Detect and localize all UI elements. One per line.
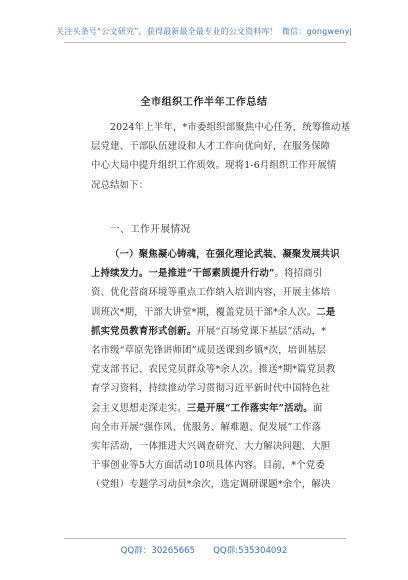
intro-line: 中心大局中提升组织工作质效。现将1-6月组织工作开展情: [91, 160, 337, 172]
footer-qq-groups: [0, 544, 408, 556]
paragraph-line: [91, 418, 353, 437]
text-run: 。将招商引: [274, 268, 323, 280]
text-run: 名市级“草原先锋讲师团”成员送课到乡镇*次，培训基层: [91, 344, 327, 356]
text-run: 干事创业等5大方面活动10项具体内容。目前，*个党委: [91, 460, 326, 472]
text-run: 育学习资料，持续推动学习贯彻习近平新时代中国特色社: [91, 383, 331, 395]
document-title: 全市组织工作半年工作总结: [140, 97, 268, 108]
paragraph-line: [91, 456, 353, 475]
bold-text: （一）聚焦凝心铸魂，在强化理论武装、凝聚发展共识: [110, 249, 340, 260]
text-run: 实年活动，一体推进大兴调查研究、大力解决问题、大胆: [91, 440, 331, 452]
paragraph-line: [91, 379, 353, 398]
paragraph-line: [91, 437, 353, 456]
text-run: 开展“百场党课下基层”活动，*: [196, 325, 327, 337]
paragraph-line: [91, 283, 353, 302]
footer-divider: [64, 538, 346, 539]
intro-line: 层党建、干部队伍建设和人才工作向优向好，在服务保障: [91, 141, 331, 153]
paragraph-line: [91, 303, 353, 322]
text-run: 向全市开展“强作风、优服务、解难题、促发展”工作落: [91, 421, 322, 433]
bold-text: 三是开展“工作落实年”活动。: [186, 402, 313, 414]
paragraph-line: [91, 399, 353, 418]
text-run: 党支部书记、农民党员群众等*余人次。推送*期*篇党员教: [91, 364, 336, 376]
header-divider: [64, 42, 346, 43]
intro-paragraph: [91, 118, 353, 195]
text-run: （党组）专题学习动员*余次，选定调研课题*余个，解决: [91, 479, 331, 491]
body-paragraph: [91, 245, 353, 494]
bold-text: 上持续发力。一是推进“干部素质提升行动”: [91, 268, 275, 280]
paragraph-line: [91, 322, 353, 341]
bold-text: 二是: [316, 306, 336, 318]
bold-text: 抓实党员教育形式创新。: [91, 325, 197, 337]
wechat-id: 微信：gongwenyj: [281, 27, 352, 36]
qq-group-2: QQ群:535304092: [213, 546, 288, 556]
text-run: 训班次*期，干部大讲堂*期，覆盖党员干部*余人次。: [91, 306, 317, 318]
top-banner: [0, 26, 408, 37]
section-heading: 一、工作开展情况: [110, 224, 191, 235]
paragraph-line: [91, 360, 353, 379]
text-run: 资、优化营商环境等重点工作纳入培训内容，开展主体培: [91, 287, 331, 299]
text-run: 会主义思想走深走实。: [91, 402, 187, 414]
paragraph-line: [91, 245, 353, 264]
intro-line: 2024年上半年，*市委组织部聚焦中心任务，统筹推动基: [110, 122, 351, 133]
text-run: 面: [312, 402, 323, 414]
intro-line: 况总结如下：: [91, 179, 149, 191]
paragraph-line: [91, 264, 353, 283]
paragraph-line: [91, 475, 353, 494]
paragraph-line: [91, 341, 353, 360]
banner-text: 关注头条号“公文研究”，获得最新最全最专业的公文资料库！: [56, 27, 278, 36]
qq-group-1: QQ群：30265665: [120, 546, 196, 556]
